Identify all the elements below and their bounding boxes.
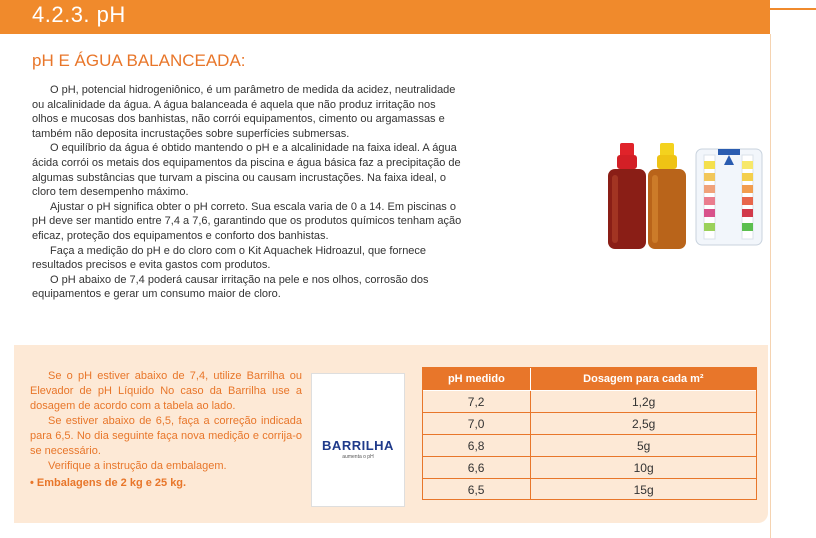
- table-row: [423, 457, 757, 479]
- paragraph: Faça a medição do pH e do cloro com o Kit Aquachek Hidroazul, que fornece resultados precisos e evita gastos com produtos.: [32, 244, 427, 272]
- column-header-ph: pH medido: [423, 368, 531, 391]
- paragraph: Ajustar o pH significa obter o pH correto. Sua escala varia de 0 a 14. Em piscinas o pH deve ser mantido entre 7,4 a 7,6, garantindo que os produtos químicos tenham ação eficaz, proteção dos equipamentos e conforto dos banhistas.: [32, 200, 462, 242]
- header-rule: [770, 8, 816, 10]
- paragraph: O pH, potencial hidrogeniônico, é um parâmetro de medida da acidez, neutralidade ou alcalinidade da água. A água balanceada é aquela que não produz irritação nos olhos e mucosas dos banhistas, não corrói equipamentos, cimento ou argamassas e também não deposita incrustações sobre superfícies submersas.: [32, 84, 456, 140]
- bag-label: BARRILHA: [322, 438, 394, 453]
- info-line: Verifique a instrução da embalagem.: [48, 460, 227, 472]
- info-line: Se estiver abaixo de 6,5, faça a correção indicada para 6,5. No dia seguinte faça nova medição e corrija-o se necessário.: [30, 415, 302, 457]
- yellow-bottle: [648, 143, 686, 249]
- dosage-cell: 10g: [530, 457, 756, 479]
- bag-subtitle: aumenta o pH: [342, 454, 374, 460]
- page-title: 4.2.3. pH: [32, 2, 126, 27]
- section-heading: pH E ÁGUA BALANCEADA:: [32, 51, 246, 70]
- ph-cell: 6,8: [423, 435, 531, 457]
- red-bottle: [608, 143, 646, 249]
- header-bar: [0, 0, 770, 34]
- barrilha-bag-image: [311, 373, 405, 507]
- body-text: [32, 83, 462, 302]
- table-row: [423, 435, 757, 457]
- paragraph: O equilíbrio da água é obtido mantendo o pH e a alcalinidade na faixa ideal. A água ácida corrói os metais dos equipamentos da piscina e água básica faz a precipitação de algumas substâncias que turvam a piscina ou causam incrustações. Na faixa ideal, o cloro tem desempenho máximo.: [32, 142, 461, 199]
- ph-cell: 7,0: [423, 413, 531, 435]
- paragraph: O pH abaixo de 7,4 poderá causar irritação na pele e nos olhos, corrosão dos equipamentos e gerar um consumo maior de cloro.: [32, 273, 429, 301]
- table-row: [423, 391, 757, 413]
- dosage-cell: 2,5g: [530, 413, 756, 435]
- packaging-note: • Embalagens de 2 kg e 25 kg.: [30, 477, 187, 489]
- info-text: [30, 369, 302, 491]
- ph-cell: 6,6: [423, 457, 531, 479]
- ph-cell: 6,5: [423, 479, 531, 501]
- dosage-table: [422, 367, 757, 500]
- dosage-cell: 15g: [633, 482, 654, 497]
- right-margin-rule: [770, 34, 771, 538]
- ph-cell: 7,2: [423, 391, 531, 413]
- info-line: Se o pH estiver abaixo de 7,4, utilize Barrilha ou Elevador de pH Líquido No caso da Barrilha use a dosagem de acordo com a tabela ao lado.: [30, 370, 302, 412]
- table-header-row: [423, 368, 757, 391]
- column-header-dosage: Dosagem para cada m²: [530, 368, 756, 391]
- test-kit-image: [600, 135, 770, 255]
- dosage-cell: 1,2g: [530, 391, 756, 413]
- table-row: [423, 413, 757, 435]
- table-row: [423, 479, 757, 501]
- dosage-cell: 5g: [530, 435, 756, 457]
- comparator-kit: [696, 149, 762, 245]
